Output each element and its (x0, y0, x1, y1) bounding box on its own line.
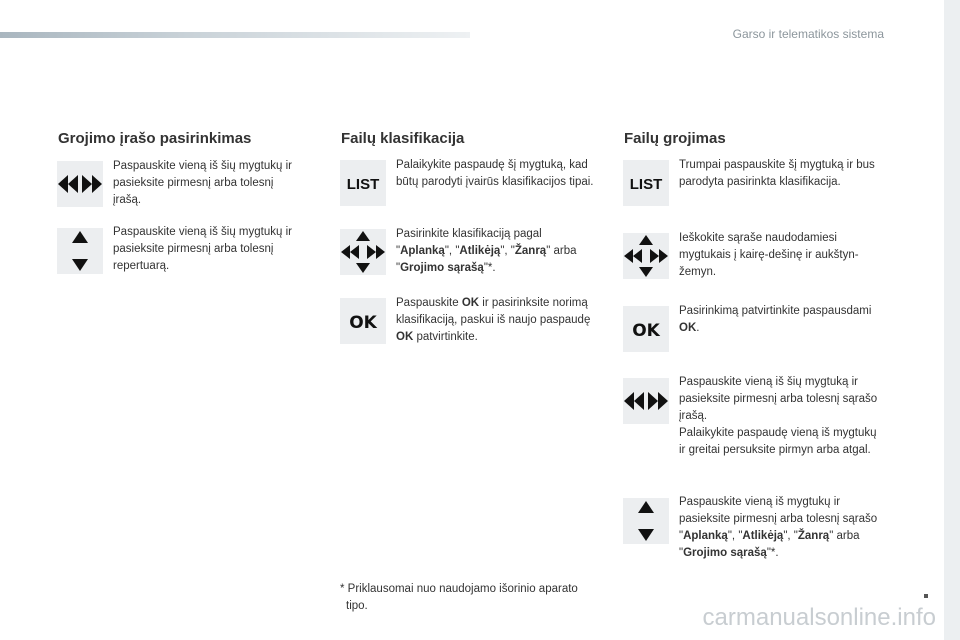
ok-label-icon (341, 309, 385, 333)
page-edge-strip (944, 0, 960, 640)
up-down-icon (638, 501, 654, 541)
column-title-file-classification: Failų klasifikacija (341, 130, 465, 147)
page-marker-dot (924, 594, 928, 598)
svg-text:LIST: LIST (629, 176, 663, 193)
list-button (623, 160, 669, 206)
instruction-text: Paspauskite OK ir pasirinksite norimą klasifikaciją, paskui iš naujo paspaudę OK patvirtinkite. (396, 297, 591, 343)
instruction-text: Pasirinkite klasifikaciją pagal "Aplanką", "Atlikėją", "Žanrą" arba "Grojimo sąrašą"*. (396, 228, 577, 274)
ok-button (623, 306, 669, 352)
svg-text:OK: OK (632, 321, 660, 341)
up-down-buttons (57, 228, 103, 274)
instruction-text: Paspauskite vieną iš šių mygtukų ir pasieksite pirmesnį arba tolesnį repertuarą. (113, 226, 292, 272)
instruction-text: Paspauskite vieną iš šių mygtukų ir pasieksite pirmesnį arba tolesnį įrašą. (113, 160, 292, 206)
four-way-arrows-icon (341, 230, 385, 274)
list-label-icon (624, 173, 668, 193)
footnote-line: tipo. (346, 600, 368, 612)
instruction-text: Pasirinkimą patvirtinkite paspausdami OK. (679, 305, 872, 334)
svg-text:OK: OK (349, 313, 377, 333)
seek-left-right-icon (58, 175, 102, 193)
column-title-file-playback: Failų grojimas (624, 130, 726, 147)
four-way-buttons (623, 233, 669, 279)
seek-left-right-icon (624, 392, 668, 410)
footnote-line: * Priklausomai nuo naudojamo išorinio aparato (340, 583, 578, 595)
header-accent-bar (0, 32, 470, 38)
four-way-buttons (340, 229, 386, 275)
column-title-track-selection: Grojimo įrašo pasirinkimas (58, 130, 252, 147)
instruction-text-line: Palaikykite paspaudę vieną iš mygtukų ir greitai persuksite pirmyn arba atgal. (679, 427, 877, 456)
footnote (340, 581, 610, 615)
svg-text:LIST: LIST (346, 176, 380, 193)
instruction-text: Ieškokite sąraše naudodamiesi mygtukais į kairę-dešinę ir aukštyn-žemyn. (679, 232, 859, 278)
instruction-text: Trumpai paspauskite šį mygtuką ir bus parodyta pasirinkta klasifikacija. (679, 159, 875, 188)
section-title: Garso ir telematikos sistema (732, 27, 884, 41)
four-way-arrows-icon (624, 234, 668, 278)
seek-buttons (623, 378, 669, 424)
instruction-text-line: Paspauskite vieną iš šių mygtuką ir pasieksite pirmesnį arba tolesnį sąrašo įrašą. (679, 376, 878, 422)
ok-label-icon (624, 317, 668, 341)
up-down-icon (72, 231, 88, 271)
up-down-buttons (623, 498, 669, 544)
instruction-text (679, 374, 879, 459)
list-label-icon (341, 173, 385, 193)
watermark: carmanualsonline.info (702, 604, 936, 631)
ok-button (340, 298, 386, 344)
list-button (340, 160, 386, 206)
seek-buttons (57, 161, 103, 207)
instruction-text: Palaikykite paspaudę šį mygtuką, kad būtų parodyti įvairūs klasifikacijos tipai. (396, 159, 594, 188)
instruction-text: Paspauskite vieną iš mygtukų ir pasieksite pirmesnį arba tolesnį sąrašo "Aplanką", "Atlikėją", "Žanrą" arba "Grojimo sąrašą"*. (679, 496, 878, 559)
